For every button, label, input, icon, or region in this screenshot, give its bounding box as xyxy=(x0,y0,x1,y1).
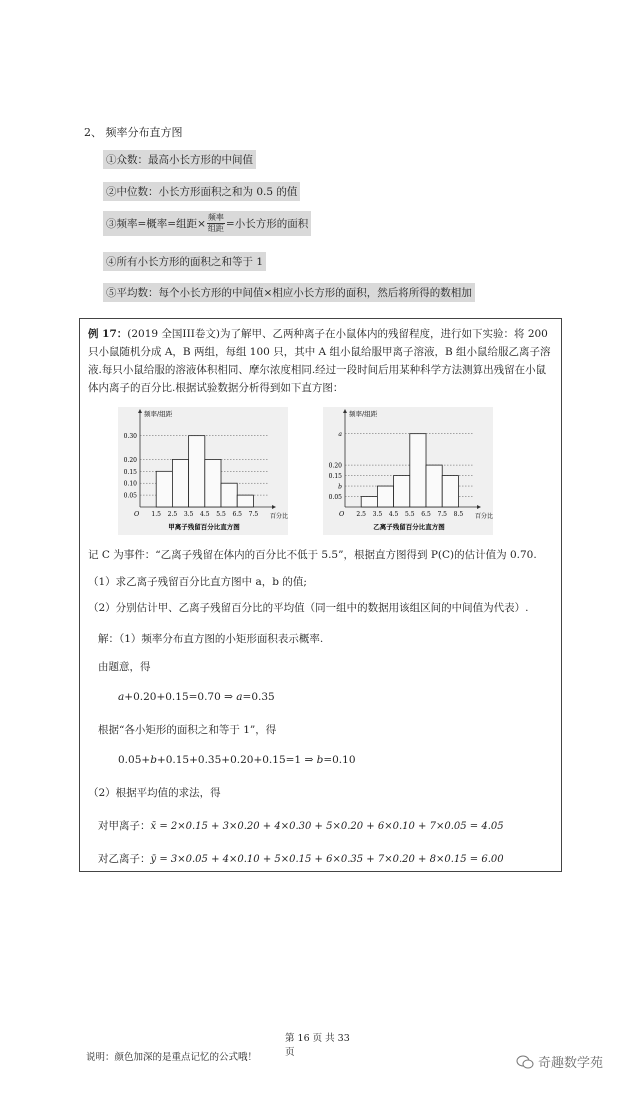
highlight-item-frequency xyxy=(103,211,311,236)
example-statement xyxy=(88,325,556,397)
mean-jia-formula: x̄ = 2×0.15 + 3×0.20 + 4×0.30 + 5×0.20 + 6×0.10 + 7×0.05 = 4.05 xyxy=(150,821,504,832)
x-tick-label: 6.5 xyxy=(232,511,242,518)
chart-yi-container xyxy=(323,407,493,535)
watermark-text: 奇趣数学苑 xyxy=(538,1056,604,1071)
x-tick-label: 6.5 xyxy=(421,511,431,518)
histogram-bar xyxy=(426,465,442,507)
equation-b xyxy=(118,754,356,766)
x-axis-title: 百分比 xyxy=(475,513,493,520)
histogram-bar xyxy=(394,476,410,507)
histogram-bar xyxy=(221,483,237,507)
histogram-bar xyxy=(156,471,172,507)
eq-b-result: =0.10 xyxy=(323,754,356,766)
x-tick-label: 5.5 xyxy=(405,511,415,518)
x-tick-label: 4.5 xyxy=(200,511,210,518)
histogram-bar xyxy=(237,495,253,507)
histogram-bar xyxy=(410,434,426,507)
y-axis-arrow xyxy=(138,409,142,413)
x-tick-label: 1.5 xyxy=(151,511,161,518)
eq-a-result: =0.35 xyxy=(242,691,275,703)
x-tick-label: 8.5 xyxy=(453,511,464,518)
example-label: 例 17： xyxy=(88,328,128,340)
solution-4: （2）根据平均值的求法，得 xyxy=(88,787,221,799)
mean-yi-formula: ȳ = 3×0.05 + 4×0.10 + 5×0.15 + 6×0.35 + 7×0.20 + 8×0.15 = 6.00 xyxy=(150,854,504,865)
highlight-item-mode: ①众数：最高小长方形的中间值 xyxy=(103,150,256,169)
event-definition: 记 C 为事件：“乙离子残留在体内的百分比不低于 5.5”，根据直方图得到 P(C)的估计值为 0.70. xyxy=(88,549,537,561)
origin-label: O xyxy=(134,510,140,518)
chart-jia-container xyxy=(118,407,288,535)
watermark xyxy=(516,1052,603,1071)
mean-jia xyxy=(98,818,504,833)
solution-3: 根据“各小矩形的面积之和等于 1”，得 xyxy=(98,724,277,736)
y-tick-label: 0.20 xyxy=(328,462,342,470)
mean-jia-label: 对甲离子： xyxy=(98,820,151,832)
eq-a-mid: +0.20+0.15=0.70 ⇒ xyxy=(124,691,237,703)
chart-yi xyxy=(323,407,493,535)
chart-caption: 乙离子残留百分比直方图 xyxy=(373,523,445,531)
eq-b-start: 0.05+ xyxy=(118,754,151,766)
x-axis-title: 百分比 xyxy=(270,513,288,520)
x-tick-label: 7.5 xyxy=(248,511,259,518)
wechat-icon xyxy=(516,1055,534,1069)
highlight-item-area-sum: ④所有小长方形的面积之和等于 1 xyxy=(103,252,266,271)
y-tick-label: 0.05 xyxy=(123,492,137,500)
question-2: （2）分别估计甲、乙离子残留百分比的平均值（同一组中的数据用该组区间的中间值为代表）. xyxy=(88,602,529,614)
example-text: (2019 全国III卷文)为了解甲、乙两种离子在小鼠体内的残留程度，进行如下实验：将 200 只小鼠随机分成 A，B 两组，每组 100 只，其中 A 组小鼠给服甲离子溶液，B 组小鼠给服乙离子溶液.每只小鼠给服的溶液体积相同、摩尔浓度相同.经过一段时间后用某种科学方法测算出残留在小鼠体内离子的百分比.根据试验数据分析得到如下直方图： xyxy=(88,328,551,394)
y-tick-label: 0.05 xyxy=(328,494,342,502)
x-tick-label: 3.5 xyxy=(372,511,383,518)
histogram-bar xyxy=(172,459,188,507)
chart-caption: 甲离子残留百分比直方图 xyxy=(168,523,240,531)
histogram-bar xyxy=(189,436,205,507)
section-title: 2、 频率分布直方图 xyxy=(84,126,183,139)
eq-var-a-2: a xyxy=(236,691,243,703)
fraction-numerator: 频率 xyxy=(207,213,224,222)
highlight-item-median: ②中位数：小长方形面积之和为 0.5 的值 xyxy=(103,182,300,201)
histogram-bar xyxy=(361,497,377,507)
y-tick-label: 0.30 xyxy=(123,433,137,441)
highlight-item-mean: ⑤平均数：每个小长方形的中间值×相应小长方形的面积，然后将所得的数相加 xyxy=(103,283,475,302)
x-tick-label: 5.5 xyxy=(216,511,226,518)
example-box xyxy=(79,318,562,872)
question-1: （1）求乙离子残留百分比直方图中 a，b 的值; xyxy=(88,576,307,588)
y-tick-label: 0.15 xyxy=(123,468,137,476)
footer-note: 说明：颜色加深的是重点记忆的公式哦！ xyxy=(86,1052,258,1063)
solution-1: 解：（1）频率分布直方图的小矩形面积表示概率. xyxy=(98,633,324,645)
y-axis-title: 频率/组距 xyxy=(349,410,378,418)
y-tick-label: 0.15 xyxy=(328,473,342,481)
histogram-bar xyxy=(205,459,221,507)
chart-jia xyxy=(118,407,288,535)
equation-a xyxy=(118,691,275,703)
frequency-formula-prefix: ③频率=概率=组距× xyxy=(106,218,206,230)
eq-var-b-2: b xyxy=(316,754,324,766)
y-tick-label: 0.10 xyxy=(123,480,137,488)
y-tick-label: 0.20 xyxy=(123,456,137,464)
frequency-formula-suffix: =小长方形的面积 xyxy=(225,218,309,230)
histogram-bar xyxy=(377,486,393,507)
origin-label: O xyxy=(339,510,345,518)
x-tick-label: 2.5 xyxy=(356,511,366,518)
fraction xyxy=(207,213,225,234)
page-number: 第 16 页 共 33 页 xyxy=(285,1033,350,1058)
mean-yi xyxy=(98,851,504,866)
eq-var-a: a xyxy=(118,691,125,703)
y-axis-title: 频率/组距 xyxy=(144,410,173,418)
x-tick-label: 4.5 xyxy=(388,511,399,518)
solution-2: 由题意，得 xyxy=(98,661,151,673)
y-tick-label: a xyxy=(338,431,342,439)
x-tick-label: 2.5 xyxy=(167,511,178,518)
fraction-denominator: 组距 xyxy=(207,224,224,233)
x-axis-arrow xyxy=(272,505,276,509)
y-axis-arrow xyxy=(343,409,347,413)
eq-b-mid: +0.15+0.35+0.20+0.15=1 ⇒ xyxy=(156,754,317,766)
x-tick-label: 3.5 xyxy=(183,511,194,518)
eq-var-b: b xyxy=(150,754,157,766)
y-tick-label: b xyxy=(338,483,342,491)
histogram-bar xyxy=(442,476,458,507)
x-tick-label: 7.5 xyxy=(437,511,447,518)
x-axis-arrow xyxy=(477,505,481,509)
mean-yi-label: 对乙离子： xyxy=(98,853,151,865)
